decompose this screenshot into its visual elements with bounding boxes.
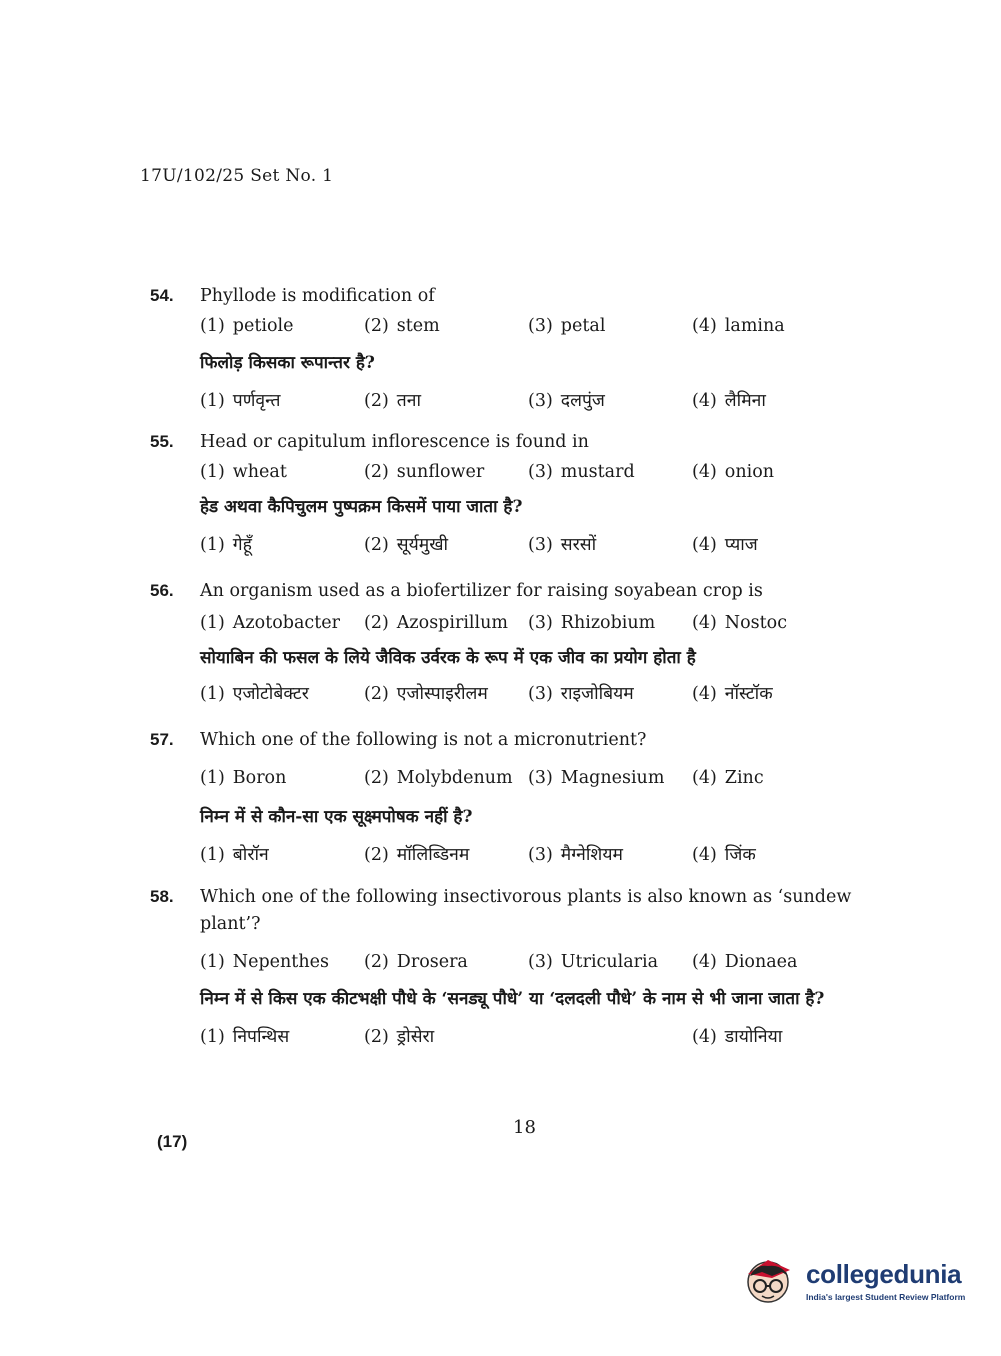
- question-number: 56.: [150, 581, 174, 600]
- question-58: [150, 884, 890, 1048]
- option-2: (2) मॉलिब्डिनम: [364, 845, 470, 865]
- set-header: 17U/102/25 Set No. 1: [140, 166, 334, 186]
- option-4: (4) नॉस्टॉक: [692, 684, 773, 704]
- question-54: [150, 283, 890, 412]
- question-text-en: Head or capitulum inflorescence is found in: [200, 432, 589, 452]
- option-3: (3) Magnesium: [528, 768, 665, 788]
- option-2: (2) Molybdenum: [364, 768, 513, 788]
- option-2: (2) Drosera: [364, 952, 468, 972]
- option-2: (2) सूर्यमुखी: [364, 535, 449, 555]
- option-2: (2) एजोस्पाइरीलम: [364, 684, 488, 704]
- option-3: (3) Rhizobium: [528, 613, 656, 633]
- question-text-hi: फिलोड़ किसका रूपान्तर है?: [200, 353, 375, 373]
- option-1: (1) wheat: [200, 462, 287, 482]
- option-1: (1) Boron: [200, 768, 287, 788]
- footer-code: (17): [157, 1132, 188, 1151]
- question-number: 57.: [150, 730, 174, 749]
- question-text-en: Which one of the following insectivorous plants is also known as ‘sundew plant’?: [200, 887, 852, 934]
- page-number: 18: [513, 1117, 536, 1138]
- option-3: (3) सरसों: [528, 535, 597, 555]
- option-4: (4) प्याज: [692, 535, 758, 555]
- options-en: [200, 952, 890, 972]
- option-2: (2) sunflower: [364, 462, 485, 482]
- option-1: (1) बोरॉन: [200, 845, 269, 865]
- option-4: (4) Zinc: [692, 768, 764, 788]
- mascot-icon: [742, 1252, 798, 1308]
- question-number: 58.: [150, 887, 174, 906]
- question-57: [150, 727, 890, 866]
- option-4: (4) onion: [692, 462, 775, 482]
- option-3: (3) Utricularia: [528, 952, 659, 972]
- options-en: [200, 768, 890, 788]
- option-3: (3) राइजोबियम: [528, 684, 634, 704]
- question-number: 54.: [150, 286, 174, 305]
- collegedunia-logo: [742, 1252, 965, 1308]
- option-1: (1) Nepenthes: [200, 952, 329, 972]
- options-en: [200, 613, 890, 633]
- options-en: [200, 316, 890, 336]
- option-3: (3) petal: [528, 316, 606, 336]
- option-3: (3) दलपुंज: [528, 391, 605, 411]
- option-4: (4) Nostoc: [692, 613, 787, 633]
- question-text-hi: सोयाबिन की फसल के लिये जैविक उर्वरक के रूप में एक जीव का प्रयोग होता है: [200, 648, 696, 668]
- question-text-hi: निम्न में से कौन-सा एक सूक्ष्मपोषक नहीं है?: [200, 807, 473, 827]
- option-4: (4) डायोनिया: [692, 1027, 783, 1047]
- option-4: (4) lamina: [692, 316, 785, 336]
- option-4: (4) लैमिना: [692, 391, 766, 411]
- options-hi: [200, 842, 890, 866]
- option-3: [528, 1024, 692, 1048]
- logo-name: collegedunia: [806, 1258, 962, 1289]
- option-2: (2) तना: [364, 391, 422, 411]
- option-3: (3) mustard: [528, 462, 635, 482]
- options-hi: [200, 1024, 890, 1048]
- option-1: (1) एजोटोबेक्टर: [200, 684, 309, 704]
- question-text-hi: हेड अथवा कैपिचुलम पुष्पक्रम किसमें पाया जाता है?: [200, 497, 523, 517]
- question-text-hi: निम्न में से किस एक कीटभक्षी पौधे के ‘सनड्यू पौधे’ या ‘दलदली पौधे’ के नाम से भी जाना जाता है?: [200, 989, 825, 1009]
- option-1: (1) गेहूँ: [200, 535, 252, 555]
- question-text-en: Phyllode is modification of: [200, 286, 435, 306]
- option-3: (3) मैग्नेशियम: [528, 845, 623, 865]
- option-1: (1) petiole: [200, 316, 294, 336]
- option-1: (1) Azotobacter: [200, 613, 340, 633]
- option-4: (4) जिंक: [692, 845, 756, 865]
- logo-tagline: India's largest Student Review Platform: [806, 1291, 966, 1302]
- option-1: (1) पर्णवृन्त: [200, 391, 281, 411]
- question-text-en: An organism used as a biofertilizer for raising soyabean crop is: [200, 581, 763, 601]
- question-text-en: Which one of the following is not a micronutrient?: [200, 730, 647, 750]
- options-hi: [200, 681, 890, 705]
- option-1: (1) निपन्थिस: [200, 1027, 290, 1047]
- question-number: 55.: [150, 432, 174, 451]
- option-2: (2) ड्रोसेरा: [364, 1027, 435, 1047]
- options-en: [200, 462, 890, 482]
- option-2: (2) stem: [364, 316, 440, 336]
- option-4: (4) Dionaea: [692, 952, 798, 972]
- question-56: [150, 578, 890, 705]
- options-hi: [200, 388, 890, 412]
- question-55: [150, 429, 890, 556]
- options-hi: [200, 532, 890, 556]
- option-2: (2) Azospirillum: [364, 613, 508, 633]
